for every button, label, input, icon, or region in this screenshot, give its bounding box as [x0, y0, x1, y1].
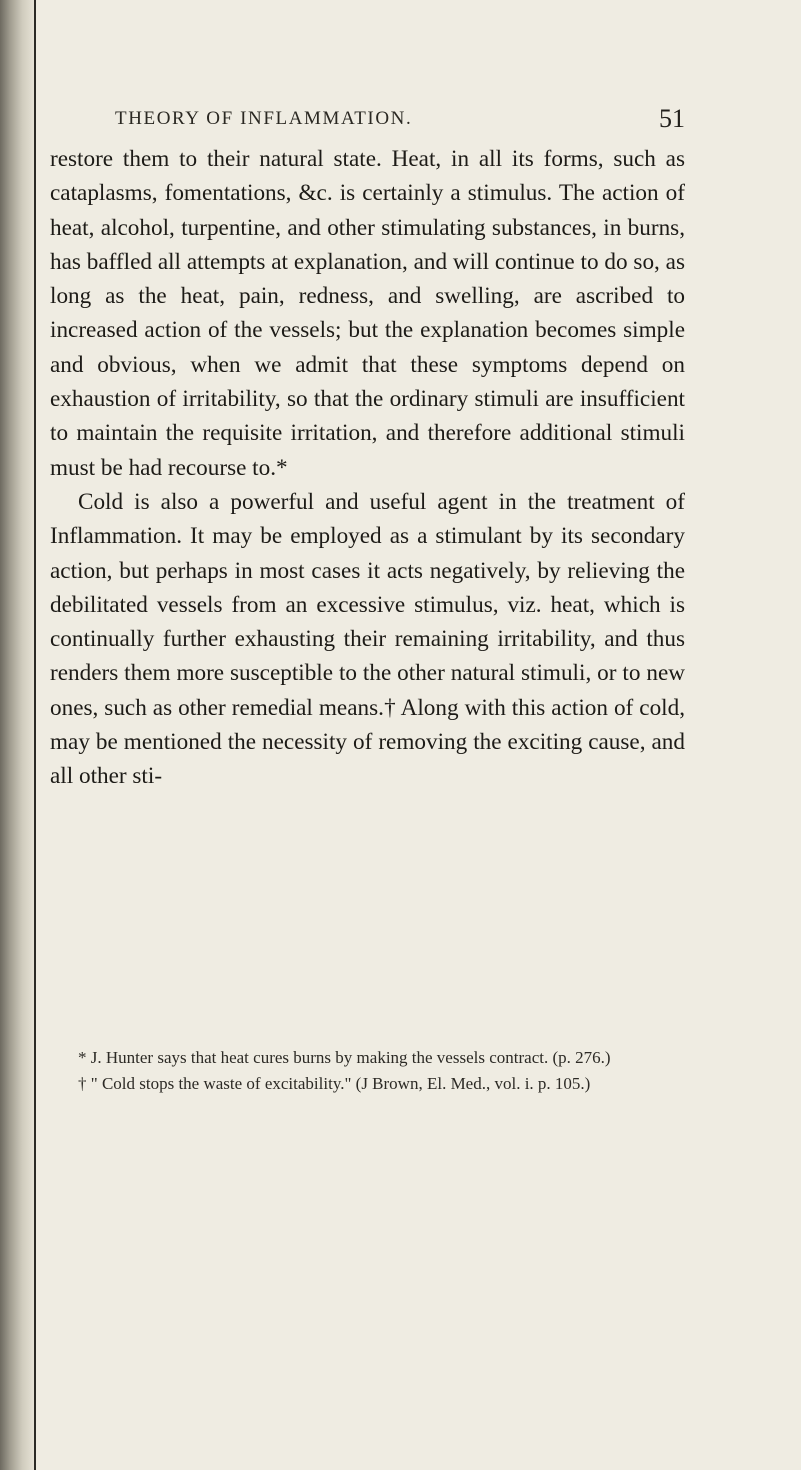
paragraph-cold: Cold is also a powerful and useful agent in the treatment of Inflammation. It may be employed as a stimulant by its secondary action, but perhaps in most cases it acts negatively, by relieving the debilitated vessels from an excessive stimulus, viz. heat, which is continually further exhausting their remaining irritability, and thus renders them more susceptible to the other natural stimuli, or to new ones, such as other remedial means.† Along with this action of cold, may be mentioned the necessity of removing the exciting cause, and all other sti-	[50, 488, 685, 790]
binding-edge	[34, 0, 36, 1470]
page-number: 51	[659, 104, 685, 133]
running-head: THEORY OF INFLAMMATION.	[115, 108, 413, 129]
body-text	[50, 142, 685, 794]
footnote-hunter: * J. Hunter says that heat cures burns by making the vessels contract. (p. 276.)	[78, 1048, 611, 1067]
page-header	[115, 104, 685, 136]
binding-gutter	[0, 0, 34, 1470]
paragraph-heat: restore them to their natural state. Heat, in all its forms, such as cataplasms, fomentations, &c. is certainly a stimulus. The action of heat, alcohol, turpentine, and other stimulating substances, in burns, has baffled all attempts at explanation, and will continue to do so, as long as the heat, pain, redness, and swelling, are ascribed to increased action of the vessels; but the explanation becomes simple and obvious, when we admit that these symptoms depend on exhaustion of irritability, so that the ordinary stimuli are insufficient to maintain the requisite irritation, and therefore additional stimuli must be had recourse to.*	[50, 146, 685, 481]
footnote-brown: † " Cold stops the waste of excitability." (J Brown, El. Med., vol. i. p. 105.)	[78, 1074, 591, 1093]
footnotes	[50, 1045, 685, 1097]
